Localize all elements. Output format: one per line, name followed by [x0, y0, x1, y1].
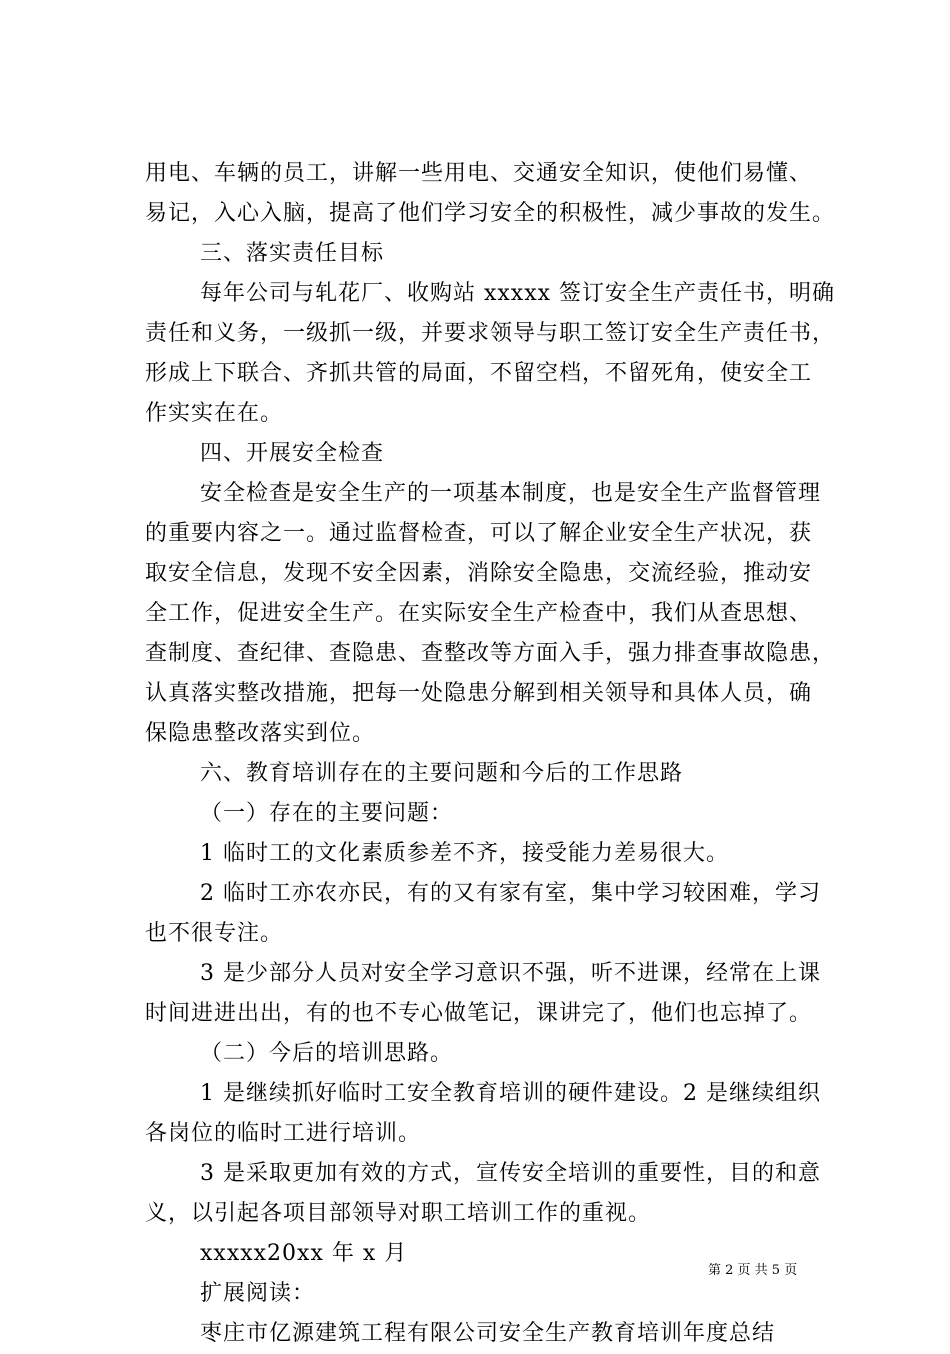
text-line: 2 临时工亦农亦民，有的又有家有室，集中学习较困难，学习 [200, 881, 821, 906]
signature-date: xxxxx20xx 年 x 月 [200, 1241, 408, 1266]
problem-item-1: 1 临时工的文化素质参差不齐，接受能力差易很大。 [200, 841, 729, 866]
text-line: 安全检查是安全生产的一项基本制度，也是安全生产监督管理 [200, 481, 822, 506]
text-line: 时间进进出出，有的也不专心做笔记，课讲完了，他们也忘掉了。 [145, 1001, 813, 1026]
page-number: 第 2 页 共 5 页 [708, 1263, 798, 1278]
section-heading-4: 四、开展安全检查 [200, 441, 385, 466]
text-line: 查制度、查纪律、查隐患、查整改等方面入手，强力排查事故隐患， [145, 641, 836, 666]
text-line: 形成上下联合、齐抓共管的局面，不留空档，不留死角，使安全工 [145, 361, 813, 386]
paragraph-continuation [145, 154, 836, 234]
text-line: 3 是少部分人员对安全学习意识不强，听不进课，经常在上课 [200, 961, 821, 986]
text-line: 义，以引起各项目部领导对职工培训工作的重视。 [145, 1201, 652, 1226]
text-line: 3 是采取更加有效的方式，宣传安全培训的重要性，目的和意 [200, 1161, 821, 1186]
subheading-problems: （一）存在的主要问题： [200, 801, 454, 826]
text-line: 作实实在在。 [145, 401, 284, 426]
document-body [145, 154, 836, 1354]
text-line: 取安全信息，发现不安全因素，消除安全隐患，交流经验，推动安 [145, 561, 813, 586]
extended-reading-label: 扩展阅读： [200, 1281, 316, 1306]
text-line: 每年公司与轧花厂、收购站 xxxxx 签订安全生产责任书，明确 [200, 281, 836, 306]
text-line: 认真落实整改措施，把每一处隐患分解到相关领导和具体人员，确 [145, 681, 813, 706]
problem-item-3 [145, 954, 821, 1034]
paragraph-inspection [145, 474, 836, 754]
text-line: 全工作，促进安全生产。在实际安全生产检查中，我们从查思想、 [145, 601, 813, 626]
text-line: 责任和义务，一级抓一级，并要求领导与职工签订安全生产责任书， [145, 321, 836, 346]
problem-item-2 [145, 874, 821, 954]
section-heading-3: 三、落实责任目标 [200, 241, 385, 266]
text-line: 用电、车辆的员工，讲解一些用电、交通安全知识，使他们易懂、 [145, 161, 813, 186]
paragraph-responsibility [145, 274, 836, 434]
text-line: 各岗位的临时工进行培训。 [145, 1121, 422, 1146]
plan-item-3 [145, 1154, 821, 1234]
extended-reading-title: 枣庄市亿源建筑工程有限公司安全生产教育培训年度总结 [200, 1321, 776, 1346]
text-line: 易记，入心入脑，提高了他们学习安全的积极性，减少事故的发生。 [145, 201, 836, 226]
text-line: 保隐患整改落实到位。 [145, 721, 376, 746]
subheading-plans: （二）今后的培训思路。 [200, 1041, 454, 1066]
text-line: 1 是继续抓好临时工安全教育培训的硬件建设。2 是继续组织 [200, 1081, 821, 1106]
section-heading-6: 六、教育培训存在的主要问题和今后的工作思路 [200, 761, 684, 786]
plan-item-1-2 [145, 1074, 821, 1154]
text-line: 的重要内容之一。通过监督检查，可以了解企业安全生产状况，获 [145, 521, 813, 546]
text-line: 也不很专注。 [145, 921, 284, 946]
